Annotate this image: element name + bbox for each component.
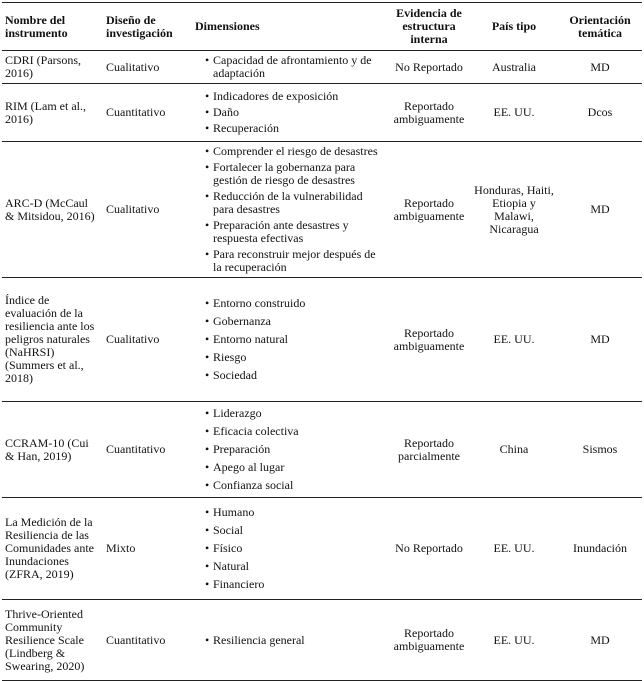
cell-orientacion: Sismos [558, 402, 642, 498]
header-row [2, 3, 642, 51]
dimension-item: • Gobernanza [205, 315, 385, 328]
dimension-item: • Eficacia colectiva [205, 425, 385, 438]
dimension-item: • Liderazgo [205, 407, 385, 420]
dimension-list [195, 90, 385, 135]
header-diseno: Diseño de investigación [103, 3, 192, 51]
dimension-item: • Reducción de la vulnerabilidad para desastres [205, 190, 385, 216]
cell-evidencia: Reportado parcialmente [388, 402, 470, 498]
dimension-item: • Humano [205, 506, 385, 519]
dimension-item: • Físico [205, 542, 385, 555]
dimension-item: • Preparación ante desastres y respuesta efectivas [205, 219, 385, 245]
dimension-list [195, 297, 385, 382]
cell-nombre: Thrive-Oriented Community Resilience Scale (Lindberg & Swearing, 2020) [2, 600, 103, 681]
dimension-item: • Natural [205, 560, 385, 573]
cell-dimensiones [192, 51, 388, 84]
dimension-item: • Apego al lugar [205, 461, 385, 474]
table-row [2, 51, 642, 84]
dimension-list [195, 407, 385, 492]
cell-dimensiones [192, 600, 388, 681]
cell-evidencia: Reportado ambiguamente [388, 84, 470, 142]
dimension-item: • Confianza social [205, 479, 385, 492]
cell-diseno: Cuantitativo [103, 600, 192, 681]
cell-diseno: Cualitativo [103, 142, 192, 278]
cell-pais: EE. UU. [470, 84, 558, 142]
dimension-list [195, 145, 385, 274]
cell-evidencia: No Reportado [388, 498, 470, 600]
header-dimensiones: Dimensiones [192, 3, 388, 51]
cell-pais: EE. UU. [470, 600, 558, 681]
dimension-item: • Comprender el riesgo de desastres [205, 145, 385, 158]
dimension-item: • Capacidad de afrontamiento y de adaptación [205, 54, 385, 80]
cell-orientacion: Inundación [558, 498, 642, 600]
dimension-item: • Para reconstruir mejor después de la recuperación [205, 248, 385, 274]
table-row [2, 278, 642, 402]
cell-evidencia: Reportado ambiguamente [388, 142, 470, 278]
cell-dimensiones [192, 142, 388, 278]
cell-evidencia: Reportado ambiguamente [388, 278, 470, 402]
cell-evidencia: Reportado ambiguamente [388, 600, 470, 681]
cell-diseno: Cuantitativo [103, 402, 192, 498]
header-orientacion: Orientación temática [558, 3, 642, 51]
cell-orientacion: MD [558, 142, 642, 278]
cell-diseno: Mixto [103, 498, 192, 600]
cell-nombre: Índice de evaluación de la resiliencia ante los peligros naturales (NaHRSI) (Summers et al., 2018) [2, 278, 103, 402]
cell-pais: EE. UU. [470, 498, 558, 600]
cell-nombre: CDRI (Parsons, 2016) [2, 51, 103, 84]
cell-pais: Australia [470, 51, 558, 84]
dimension-item: • Financiero [205, 578, 385, 591]
cell-pais: Honduras, Haiti, Etiopia y Malawi, Nicaragua [470, 142, 558, 278]
dimension-item: • Preparación [205, 443, 385, 456]
dimension-item: • Entorno construido [205, 297, 385, 310]
dimension-item: • Social [205, 524, 385, 537]
header-evidencia: Evidencia de estructura interna [388, 3, 470, 51]
cell-orientacion: MD [558, 600, 642, 681]
instruments-table [2, 2, 642, 681]
cell-diseno: Cuantitativo [103, 84, 192, 142]
table-row [2, 402, 642, 498]
cell-diseno: Cualitativo [103, 51, 192, 84]
cell-dimensiones [192, 278, 388, 402]
header-nombre: Nombre del instrumento [2, 3, 103, 51]
dimension-item: • Fortalecer la gobernanza para gestión de riesgo de desastres [205, 161, 385, 187]
dimension-item: • Entorno natural [205, 333, 385, 346]
cell-diseno: Cualitativo [103, 278, 192, 402]
table-row [2, 498, 642, 600]
cell-orientacion: Dcos [558, 84, 642, 142]
cell-orientacion: MD [558, 51, 642, 84]
dimension-list [195, 506, 385, 591]
cell-orientacion: MD [558, 278, 642, 402]
cell-pais: EE. UU. [470, 278, 558, 402]
cell-dimensiones [192, 402, 388, 498]
cell-dimensiones [192, 84, 388, 142]
dimension-list [195, 634, 385, 647]
dimension-item: • Resiliencia general [205, 634, 385, 647]
dimension-item: • Indicadores de exposición [205, 90, 385, 103]
dimension-item: • Daño [205, 106, 385, 119]
cell-nombre: ARC-D (McCaul & Mitsidou, 2016) [2, 142, 103, 278]
cell-nombre: La Medición de la Resiliencia de las Comunidades ante Inundaciones (ZFRA, 2019) [2, 498, 103, 600]
cell-dimensiones [192, 498, 388, 600]
cell-pais: China [470, 402, 558, 498]
table-row [2, 600, 642, 681]
dimension-item: • Riesgo [205, 351, 385, 364]
table-row [2, 142, 642, 278]
dimension-item: • Sociedad [205, 369, 385, 382]
header-pais: País tipo [470, 3, 558, 51]
table-row [2, 84, 642, 142]
cell-nombre: CCRAM-10 (Cui & Han, 2019) [2, 402, 103, 498]
dimension-list [195, 54, 385, 80]
cell-nombre: RIM (Lam et al., 2016) [2, 84, 103, 142]
cell-evidencia: No Reportado [388, 51, 470, 84]
dimension-item: • Recuperación [205, 122, 385, 135]
